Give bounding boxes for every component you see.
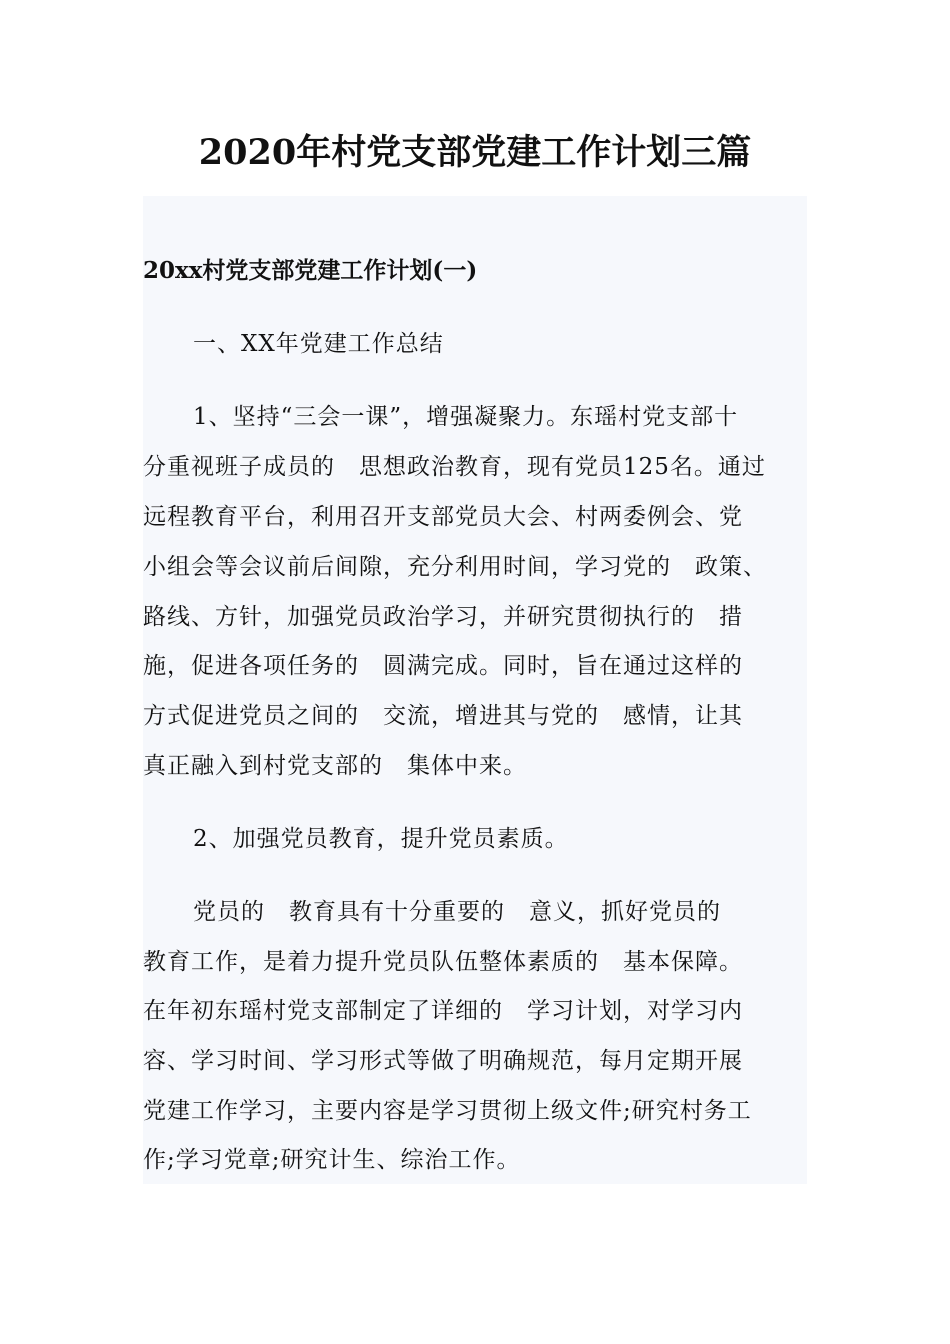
paragraph-line: 小组会等会议前后间隙，充分利用时间，学习党的 政策、 — [143, 554, 767, 580]
paragraph-line: 施，促进各项任务的 圆满完成。同时，旨在通过这样的 — [143, 653, 743, 679]
section-subtitle: 20xx村党支部党建工作计划(一) — [143, 257, 478, 284]
paragraph-line: 党建工作学习，主要内容是学习贯彻上级文件;研究村务工 — [143, 1098, 752, 1124]
paragraph-line: 教育工作，是着力提升党员队伍整体素质的 基本保障。 — [143, 949, 743, 975]
paragraph-line: 1、坚持“三会一课”，增强凝聚力。东瑶村党支部十 — [193, 404, 739, 430]
paragraph-line: 分重视班子成员的 思想政治教育，现有党员125名。通过 — [143, 454, 766, 480]
content-block — [143, 196, 807, 1184]
paragraph-line: 远程教育平台，利用召开支部党员大会、村两委例会、党 — [143, 504, 743, 530]
paragraph-line: 真正融入到村党支部的 集体中来。 — [143, 753, 527, 779]
paragraph-line: 方式促进党员之间的 交流，增进其与党的 感情，让其 — [143, 703, 743, 729]
paragraph-line: 在年初东瑶村党支部制定了详细的 学习计划，对学习内 — [143, 998, 743, 1024]
page-title: 2020年村党支部党建工作计划三篇 — [198, 132, 752, 173]
paragraph-line: 路线、方针，加强党员政治学习，并研究贯彻执行的 措 — [143, 604, 743, 630]
heading-line: 2、加强党员教育，提升党员素质。 — [193, 826, 569, 852]
paragraph-line: 作;学习党章;研究计生、综治工作。 — [143, 1147, 521, 1173]
paragraph-line: 党员的 教育具有十分重要的 意义，抓好党员的 — [193, 899, 721, 925]
heading-line: 一、XX年党建工作总结 — [193, 331, 444, 357]
paragraph-line: 容、学习时间、学习形式等做了明确规范，每月定期开展 — [143, 1048, 743, 1074]
